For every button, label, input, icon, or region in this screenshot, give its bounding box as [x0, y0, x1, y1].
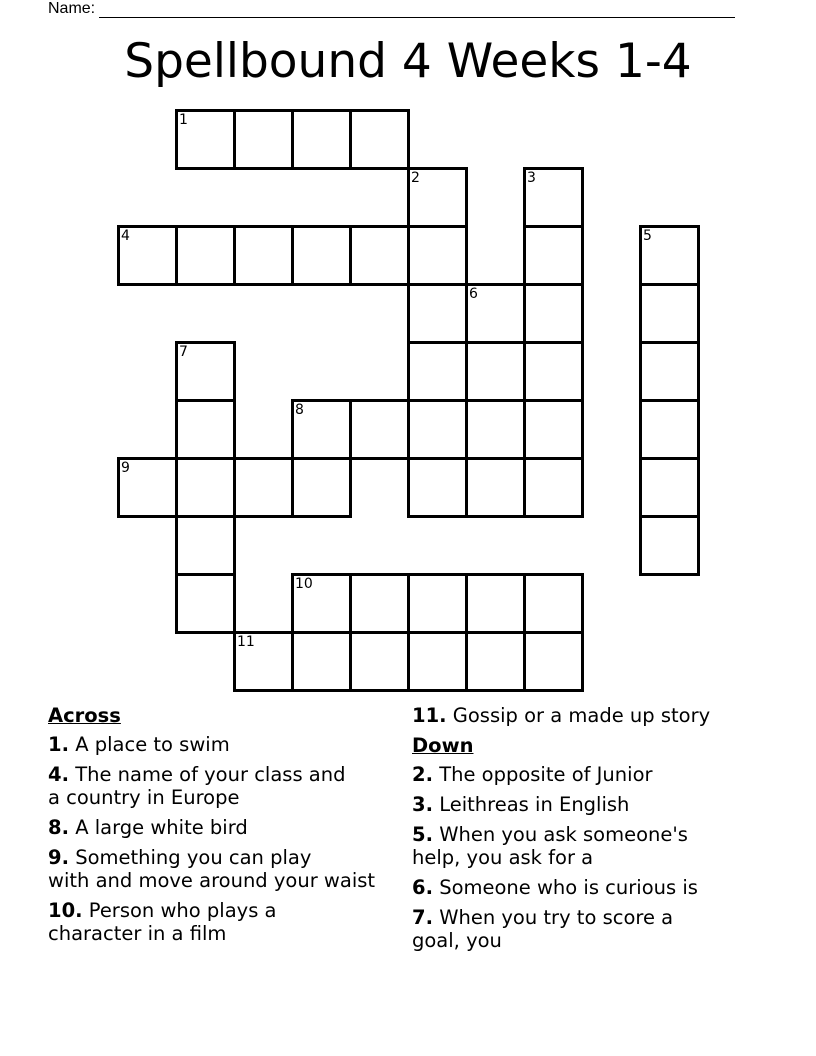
crossword-cell[interactable] [639, 457, 700, 518]
crossword-cell[interactable] [523, 457, 584, 518]
clue-number: 7 [179, 344, 188, 360]
crossword-cell[interactable] [407, 167, 468, 228]
clue-down-2: 2. The opposite of Junior [412, 763, 653, 786]
page-title: Spellbound 4 Weeks 1-4 [124, 34, 692, 89]
crossword-cell[interactable] [407, 283, 468, 344]
crossword-cell[interactable] [465, 457, 526, 518]
crossword-cell[interactable] [523, 283, 584, 344]
name-label: Name: [48, 0, 96, 17]
crossword-cell[interactable] [175, 399, 236, 460]
clue-number: 11 [237, 634, 255, 650]
crossword-cell[interactable] [639, 399, 700, 460]
crossword-cell[interactable] [175, 109, 236, 170]
clue-down-3: 3. Leithreas in English [412, 793, 630, 816]
crossword-cell[interactable] [233, 457, 294, 518]
clue-number: 5 [643, 228, 652, 244]
clue-down-6: 6. Someone who is curious is [412, 876, 698, 899]
crossword-cell[interactable] [291, 109, 352, 170]
clue-across-11: 11. Gossip or a made up story [412, 704, 711, 727]
crossword-cell[interactable] [291, 457, 352, 518]
crossword-cell[interactable] [523, 631, 584, 692]
crossword-cell[interactable] [465, 399, 526, 460]
clue-down-7: 7. When you try to score a goal, you [412, 906, 674, 952]
crossword-cell[interactable] [291, 399, 352, 460]
crossword-cell[interactable] [291, 225, 352, 286]
crossword-cell[interactable] [291, 573, 352, 634]
clues-right-column [412, 704, 772, 959]
clue-across-1: 1. A place to swim [48, 733, 230, 756]
crossword-cell[interactable] [349, 573, 410, 634]
crossword-cell[interactable] [465, 631, 526, 692]
clue-across-10: 10. Person who plays a character in a film [48, 899, 277, 945]
clue-number: 1 [179, 112, 188, 128]
crossword-cell[interactable] [349, 225, 410, 286]
crossword-cell[interactable] [639, 515, 700, 576]
crossword-cell[interactable] [175, 225, 236, 286]
crossword-cell[interactable] [639, 283, 700, 344]
clue-number: 2 [411, 170, 420, 186]
crossword-cell[interactable] [349, 109, 410, 170]
clue-across-8: 8. A large white bird [48, 816, 248, 839]
clue-number: 6 [469, 286, 478, 302]
crossword-cell[interactable] [523, 167, 584, 228]
crossword-cell[interactable] [465, 341, 526, 402]
crossword-cell[interactable] [117, 225, 178, 286]
crossword-cell[interactable] [117, 457, 178, 518]
crossword-cell[interactable] [349, 631, 410, 692]
clue-across-9: 9. Something you can play with and move around your waist [48, 846, 376, 892]
crossword-cell[interactable] [175, 515, 236, 576]
crossword-cell[interactable] [523, 399, 584, 460]
crossword-cell[interactable] [407, 341, 468, 402]
down-heading: Down [412, 734, 474, 757]
clue-down-5: 5. When you ask someone's help, you ask for a [412, 823, 688, 869]
crossword-cell[interactable] [639, 341, 700, 402]
crossword-cell[interactable] [291, 631, 352, 692]
clue-number: 9 [121, 460, 130, 476]
clue-number: 10 [295, 576, 313, 592]
crossword-cell[interactable] [175, 341, 236, 402]
crossword-cell[interactable] [407, 457, 468, 518]
clues-left-column [48, 704, 408, 952]
crossword-cell[interactable] [407, 573, 468, 634]
crossword-cell[interactable] [465, 283, 526, 344]
crossword-cell[interactable] [639, 225, 700, 286]
across-heading: Across [48, 704, 121, 727]
crossword-cell[interactable] [349, 399, 410, 460]
crossword-cell[interactable] [407, 399, 468, 460]
crossword-cell[interactable] [233, 109, 294, 170]
crossword-cell[interactable] [523, 341, 584, 402]
crossword-cell[interactable] [175, 573, 236, 634]
crossword-cell[interactable] [407, 631, 468, 692]
crossword-cell[interactable] [523, 225, 584, 286]
clue-across-4: 4. The name of your class and a country in Europe [48, 763, 346, 809]
crossword-cell[interactable] [233, 631, 294, 692]
crossword-cell[interactable] [407, 225, 468, 286]
crossword-cell[interactable] [465, 573, 526, 634]
crossword-cell[interactable] [233, 225, 294, 286]
clue-number: 3 [527, 170, 536, 186]
clue-number: 8 [295, 402, 304, 418]
crossword-cell[interactable] [175, 457, 236, 518]
clue-number: 4 [121, 228, 130, 244]
crossword-cell[interactable] [523, 573, 584, 634]
